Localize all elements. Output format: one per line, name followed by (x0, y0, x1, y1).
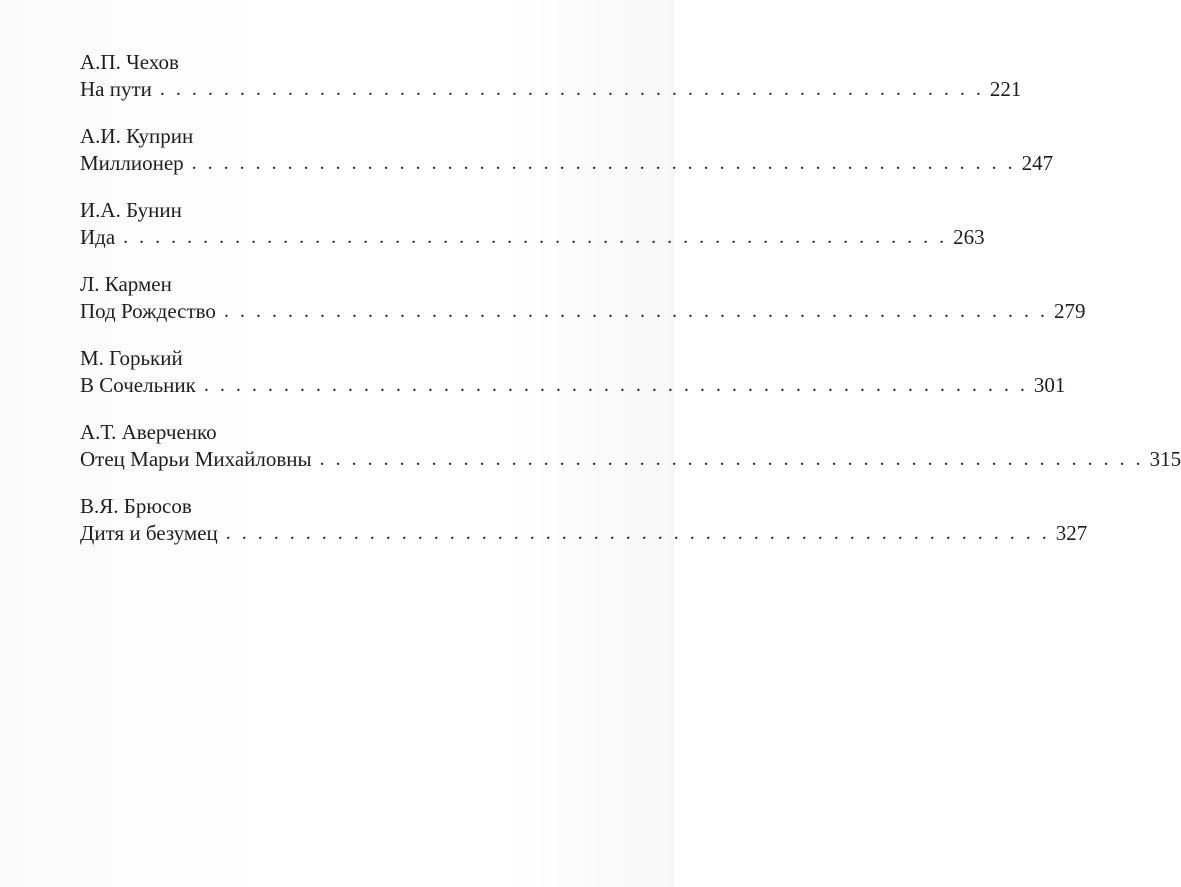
story-title: Дитя и безумец (80, 521, 218, 545)
page-number: 315 (1149, 447, 1181, 471)
story-title: В Сочельник (80, 373, 196, 397)
page-number: 327 (1055, 521, 1088, 545)
author-name: А.И. Куприн (80, 124, 194, 148)
dot-leader: . . . . . . . . . . . . . . . . . . . . . . . . . . . . . . . . . . . . . . . . . . . . . . . . . . . . (223, 300, 1048, 322)
author-name: А.Т. Аверченко (80, 420, 217, 444)
dot-leader: . . . . . . . . . . . . . . . . . . . . . . . . . . . . . . . . . . . . . . . . . . . . . . . . . . . . (225, 522, 1050, 544)
page-number: 221 (989, 77, 1022, 101)
page-number: 263 (953, 225, 985, 249)
author-name: Л. Кармен (80, 272, 172, 296)
dot-leader: . . . . . . . . . . . . . . . . . . . . . . . . . . . . . . . . . . . . . . . . . . . . . . . . . . . . (159, 78, 984, 100)
toc-line (80, 222, 985, 252)
table-of-contents (80, 48, 1181, 566)
toc-line (80, 518, 1088, 548)
dot-leader: . . . . . . . . . . . . . . . . . . . . . . . . . . . . . . . . . . . . . . . . . . . . . . . . . . . . (319, 448, 1144, 470)
toc-entry (80, 418, 1181, 492)
toc-line (80, 74, 1022, 104)
author-name: М. Горький (80, 346, 183, 370)
story-title: Отец Марьи Михайловны (80, 447, 312, 471)
author-name: И.А. Бунин (80, 198, 182, 222)
toc-line (80, 296, 1086, 326)
page-number: 247 (1021, 151, 1054, 175)
author-name: В.Я. Брюсов (80, 494, 192, 518)
dot-leader: . . . . . . . . . . . . . . . . . . . . . . . . . . . . . . . . . . . . . . . . . . . . . . . . . . . . (203, 374, 1028, 396)
toc-line (80, 444, 1181, 474)
toc-entry (80, 270, 1086, 344)
toc-entry (80, 344, 1066, 418)
toc-entry (80, 48, 1022, 122)
page-number: 301 (1033, 373, 1066, 397)
story-title: Миллионер (80, 151, 184, 175)
toc-entry (80, 196, 985, 270)
dot-leader: . . . . . . . . . . . . . . . . . . . . . . . . . . . . . . . . . . . . . . . . . . . . . . . . . . . . (123, 226, 948, 248)
story-title: Ида (80, 225, 116, 249)
dot-leader: . . . . . . . . . . . . . . . . . . . . . . . . . . . . . . . . . . . . . . . . . . . . . . . . . . . . (191, 152, 1016, 174)
toc-line (80, 370, 1066, 400)
page-number: 279 (1053, 299, 1086, 323)
toc-line (80, 148, 1054, 178)
toc-entry (80, 122, 1054, 196)
author-name: А.П. Чехов (80, 50, 179, 74)
story-title: На пути (80, 77, 152, 101)
story-title: Под Рождество (80, 299, 216, 323)
toc-entry (80, 492, 1088, 566)
